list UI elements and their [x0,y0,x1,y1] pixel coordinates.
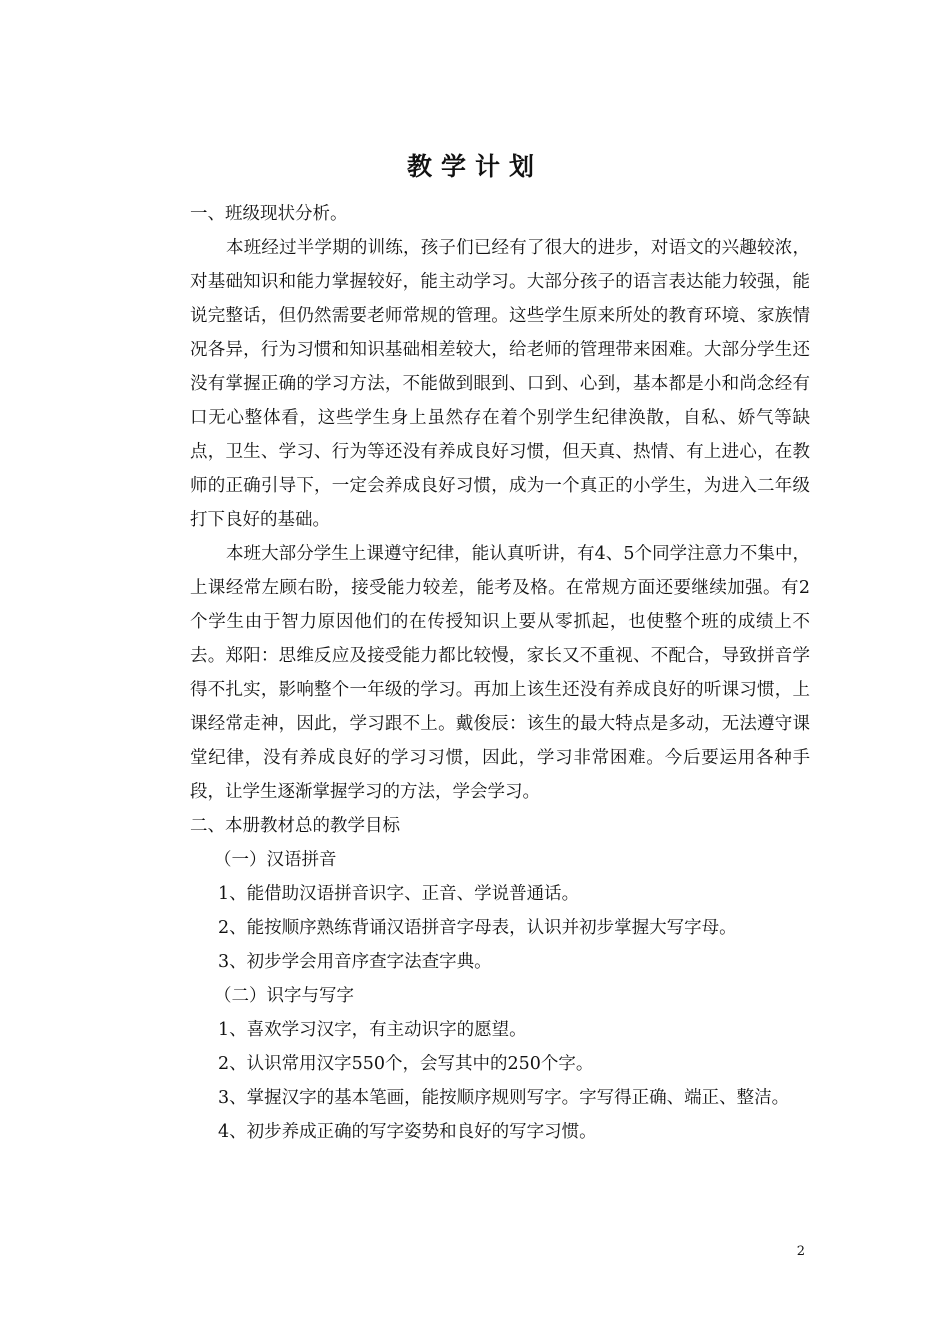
list-item: 2、认识常用汉字550个，会写其中的250个字。 [218,1054,594,1074]
list-item: 1、能借助汉语拼音识字、正音、学说普通话。 [218,884,580,904]
list-item: 4、初步养成正确的写字姿势和良好的写字习惯。 [218,1122,597,1142]
list-item: 3、初步学会用音序查字法查字典。 [218,952,492,972]
subsection-heading-pinyin: （一）汉语拼音 [214,850,337,870]
list-item: 2、能按顺序熟练背诵汉语拼音字母表，认识并初步掌握大写字母。 [218,918,737,938]
paragraph-class-discipline: 本班大部分学生上课遵守纪律，能认真听讲，有4、5个同学注意力不集中，上课经常左顾右盼，接受能力较差，能考及格。在常规方面还要继续加强。有2个学生由于智力原因他们的在传授知识上要从零抓起，也使整个班的成绩上不去。郑阳：思维反应及接受能力都比较慢，家长又不重视、不配合，导致拼音学得不扎实，影响整个一年级的学习。再加上该生还没有养成良好的听课习惯，上课经常走神，因此，学习跟不上。戴俊辰：该生的最大特点是多动，无法遵守课堂纪律，没有养成良好的学习习惯，因此，学习非常困难。今后要运用各种手段，让学生逐渐掌握学习的方法，学会学习。 [190,544,810,802]
document-body [190,197,810,1149]
section-heading-class-analysis: 一、班级现状分析。 [190,204,348,224]
paragraph-class-progress: 本班经过半学期的训练，孩子们已经有了很大的进步，对语文的兴趣较浓，对基础知识和能力掌握较好，能主动学习。大部分孩子的语言表达能力较强，能说完整话，但仍然需要老师常规的管理。这些学生原来所处的教育环境、家族情况各异，行为习惯和知识基础相差较大，给老师的管理带来困难。大部分学生还没有掌握正确的学习方法，不能做到眼到、口到、心到，基本都是小和尚念经有口无心整体看，这些学生身上虽然存在着个别学生纪律涣散，自私、娇气等缺点，卫生、学习、行为等还没有养成良好习惯，但天真、热情、有上进心，在教师的正确引导下，一定会养成良好习惯，成为一个真正的小学生，为进入二年级打下良好的基础。 [190,238,810,530]
list-item: 3、掌握汉字的基本笔画，能按顺序规则写字。字写得正确、端正、整洁。 [218,1088,790,1108]
page-number: 2 [796,1244,805,1259]
section-heading-teaching-goals: 二、本册教材总的教学目标 [190,816,400,836]
document-title: 教学计划 [406,151,543,181]
list-item: 1、喜欢学习汉字，有主动识字的愿望。 [218,1020,527,1040]
subsection-heading-literacy: （二）识字与写字 [214,986,354,1006]
